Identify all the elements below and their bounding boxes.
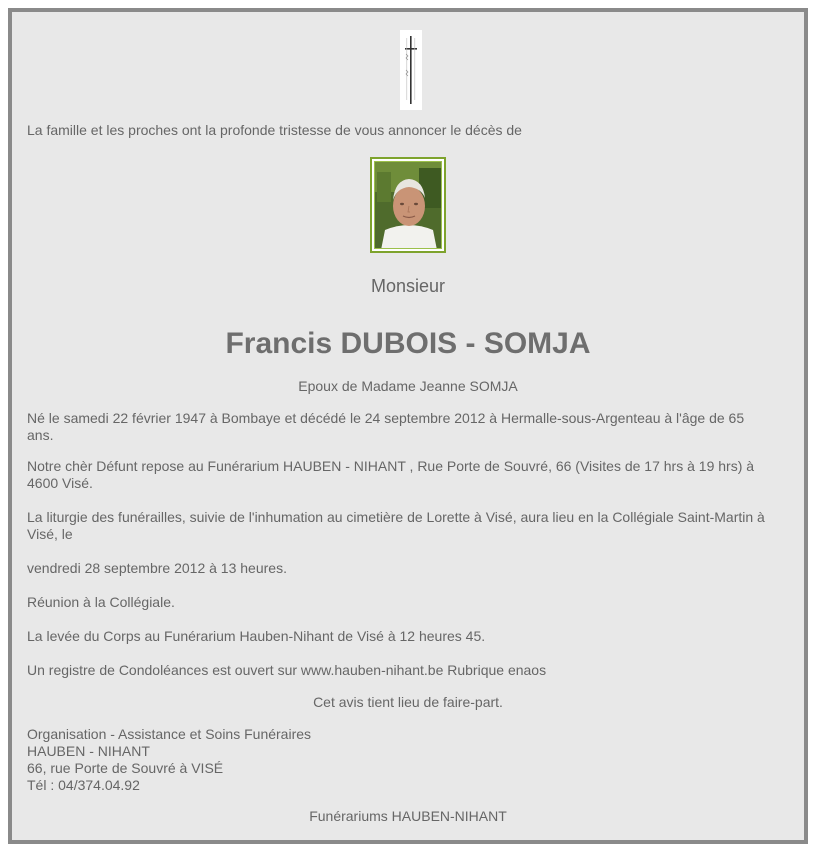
rest-line-2: 4600 Visé.: [27, 475, 93, 491]
ceremony-date: vendredi 28 septembre 2012 à 13 heures.: [27, 560, 287, 576]
spouse-line: Epoux de Madame Jeanne SOMJA: [298, 378, 518, 394]
organisation-address: 66, rue Porte de Souvré à VISÉ: [27, 760, 224, 776]
death-notice-card: [8, 8, 808, 844]
deceased-name: Francis DUBOIS - SOMJA: [225, 327, 591, 360]
organisation-phone: Tél : 04/374.04.92: [27, 777, 140, 793]
footer-signature: Funérariums HAUBEN-NIHANT: [309, 808, 507, 824]
birth-death-line-2: ans.: [27, 427, 54, 443]
organisation-label: Organisation - Assistance et Soins Funéraires: [27, 726, 312, 742]
liturgy-line-1: La liturgie des funérailles, suivie de l'inhumation au cimetière de Lorette à Visé, aura lieu en la Collégiale Saint-Martin à: [27, 509, 765, 525]
meeting-line: Réunion à la Collégiale.: [27, 594, 175, 610]
portrait-photo: [370, 157, 446, 253]
civility-title: Monsieur: [370, 276, 446, 296]
register-line: Un registre de Condoléances est ouvert sur www.hauben-nihant.be Rubrique enaos: [27, 662, 547, 678]
rest-line-1: Notre chèr Défunt repose au Funérarium HAUBEN - NIHANT , Rue Porte de Souvré, 66 (Visites de 17 hrs à 19 hrs) à: [27, 458, 755, 474]
cross-icon: [400, 30, 422, 110]
birth-death-line-1: Né le samedi 22 février 1947 à Bombaye et décédé le 24 septembre 2012 à Hermalle-sous-Argenteau à l'âge de 65: [27, 410, 745, 426]
notice-line: Cet avis tient lieu de faire-part.: [313, 694, 503, 710]
liturgy-line-2: Visé, le: [27, 526, 73, 542]
intro-text: La famille et les proches ont la profonde tristesse de vous annoncer le décès de: [27, 122, 522, 138]
body-lift-line: La levée du Corps au Funérarium Hauben-Nihant de Visé à 12 heures 45.: [27, 628, 486, 644]
organisation-company: HAUBEN - NIHANT: [27, 743, 150, 759]
